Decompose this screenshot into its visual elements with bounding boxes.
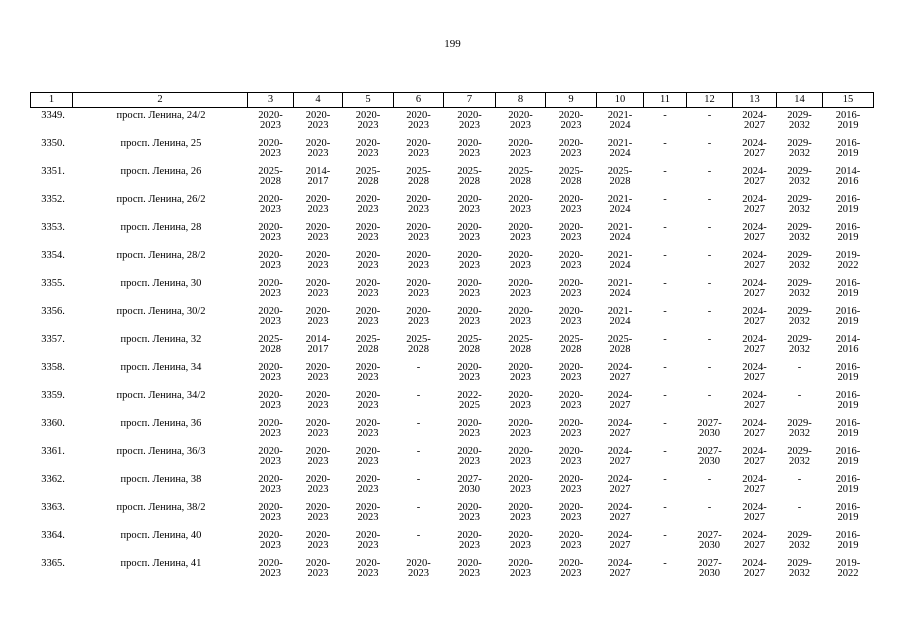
schedule-table: [30, 92, 874, 587]
period-cell-col-6: 2020- 2023: [406, 250, 431, 271]
period-cell-col-7: 2020- 2023: [457, 250, 482, 271]
table-row: [31, 475, 874, 503]
period-cell-col-13: 2024- 2027: [742, 110, 767, 131]
period-cell-col-14: 2029- 2032: [787, 446, 812, 467]
period-cell-col-6: -: [416, 446, 421, 457]
period-cell-col-8: 2020- 2023: [508, 474, 533, 495]
period-cell-col-15: 2016- 2019: [835, 222, 861, 243]
period-cell-col-12: -: [707, 250, 712, 261]
period-cell-col-6: -: [416, 530, 421, 541]
period-cell-col-13: 2024- 2027: [742, 278, 767, 299]
period-cell-col-15: 2019- 2022: [835, 558, 861, 579]
period-cell-col-6: 2020- 2023: [406, 194, 431, 215]
period-cell-col-14: 2029- 2032: [787, 110, 812, 131]
period-cell-col-14: -: [797, 474, 802, 485]
table-row: [31, 195, 874, 223]
period-cell-col-6: 2020- 2023: [406, 278, 431, 299]
period-cell-col-9: 2020- 2023: [558, 110, 584, 131]
period-cell-col-8: 2020- 2023: [508, 250, 533, 271]
period-cell-col-10: 2021- 2024: [607, 194, 633, 215]
period-cell-col-4: 2020- 2023: [305, 474, 331, 495]
row-number: 3357.: [41, 334, 65, 345]
column-header-7: 7: [444, 93, 496, 108]
period-cell-col-5: 2025- 2028: [355, 166, 381, 187]
period-cell-col-7: 2020- 2023: [457, 558, 482, 579]
table-row: [31, 503, 874, 531]
period-cell-col-8: 2020- 2023: [508, 446, 533, 467]
address-cell: просп. Ленина, 24/2: [116, 110, 206, 121]
period-cell-col-5: 2020- 2023: [355, 530, 381, 551]
period-cell-col-12: -: [707, 362, 712, 373]
period-cell-col-7: 2020- 2023: [457, 530, 482, 551]
period-cell-col-10: 2024- 2027: [607, 558, 633, 579]
period-cell-col-12: -: [707, 194, 712, 205]
period-cell-col-11: -: [663, 474, 667, 485]
period-cell-col-10: 2021- 2024: [607, 110, 633, 131]
period-cell-col-9: 2020- 2023: [558, 278, 584, 299]
period-cell-col-3: 2020- 2023: [258, 474, 283, 495]
row-number: 3353.: [41, 222, 65, 233]
address-cell: просп. Ленина, 36: [120, 418, 202, 429]
column-header-11: 11: [644, 93, 687, 108]
period-cell-col-3: 2020- 2023: [258, 222, 283, 243]
column-header-9: 9: [546, 93, 597, 108]
period-cell-col-7: 2022- 2025: [457, 390, 482, 411]
period-cell-col-8: 2020- 2023: [508, 222, 533, 243]
period-cell-col-13: 2024- 2027: [742, 138, 767, 159]
period-cell-col-4: 2020- 2023: [305, 250, 331, 271]
table-row: [31, 279, 874, 307]
period-cell-col-14: 2029- 2032: [787, 222, 812, 243]
period-cell-col-5: 2025- 2028: [355, 334, 381, 355]
period-cell-col-12: -: [707, 110, 712, 121]
period-cell-col-7: 2020- 2023: [457, 502, 482, 523]
address-cell: просп. Ленина, 28: [120, 222, 202, 233]
period-cell-col-14: 2029- 2032: [787, 306, 812, 327]
period-cell-col-6: -: [416, 474, 421, 485]
period-cell-col-10: 2024- 2027: [607, 418, 633, 439]
period-cell-col-12: 2027- 2030: [697, 418, 722, 439]
period-cell-col-14: -: [797, 390, 802, 401]
period-cell-col-11: -: [663, 194, 667, 205]
row-number: 3359.: [41, 390, 65, 401]
row-number: 3360.: [41, 418, 65, 429]
period-cell-col-4: 2020- 2023: [305, 110, 331, 131]
period-cell-col-4: 2020- 2023: [305, 362, 331, 383]
row-number: 3356.: [41, 306, 65, 317]
period-cell-col-15: 2016- 2019: [835, 110, 861, 131]
row-number: 3354.: [41, 250, 65, 261]
period-cell-col-11: -: [663, 166, 667, 177]
column-header-5: 5: [343, 93, 394, 108]
period-cell-col-14: 2029- 2032: [787, 138, 812, 159]
page-number: 199: [444, 38, 461, 50]
period-cell-col-11: -: [663, 138, 667, 149]
period-cell-col-10: 2024- 2027: [607, 502, 633, 523]
period-cell-col-5: 2020- 2023: [355, 390, 381, 411]
period-cell-col-8: 2020- 2023: [508, 530, 533, 551]
period-cell-col-6: 2020- 2023: [406, 138, 431, 159]
period-cell-col-6: 2025- 2028: [406, 166, 431, 187]
period-cell-col-7: 2020- 2023: [457, 306, 482, 327]
address-cell: просп. Ленина, 38: [120, 474, 202, 485]
period-cell-col-8: 2025- 2028: [508, 334, 533, 355]
period-cell-col-8: 2020- 2023: [508, 306, 533, 327]
period-cell-col-15: 2016- 2019: [835, 446, 861, 467]
period-cell-col-6: 2025- 2028: [406, 334, 431, 355]
period-cell-col-4: 2020- 2023: [305, 446, 331, 467]
row-number: 3361.: [41, 446, 65, 457]
period-cell-col-11: -: [663, 446, 667, 457]
period-cell-col-3: 2020- 2023: [258, 138, 283, 159]
column-header-12: 12: [687, 93, 733, 108]
address-cell: просп. Ленина, 36/3: [116, 446, 206, 457]
period-cell-col-6: -: [416, 362, 421, 373]
period-cell-col-8: 2020- 2023: [508, 558, 533, 579]
period-cell-col-15: 2016- 2019: [835, 474, 861, 495]
period-cell-col-14: 2029- 2032: [787, 194, 812, 215]
period-cell-col-4: 2020- 2023: [305, 418, 331, 439]
period-cell-col-11: -: [663, 222, 667, 233]
period-cell-col-8: 2020- 2023: [508, 390, 533, 411]
period-cell-col-9: 2020- 2023: [558, 446, 584, 467]
table-row: [31, 139, 874, 167]
period-cell-col-11: -: [663, 502, 667, 513]
period-cell-col-14: 2029- 2032: [787, 334, 812, 355]
address-cell: просп. Ленина, 34/2: [116, 390, 206, 401]
period-cell-col-15: 2016- 2019: [835, 390, 861, 411]
period-cell-col-9: 2020- 2023: [558, 474, 584, 495]
period-cell-col-4: 2020- 2023: [305, 278, 331, 299]
table-row: [31, 167, 874, 195]
period-cell-col-12: -: [707, 390, 712, 401]
address-cell: просп. Ленина, 28/2: [116, 250, 206, 261]
period-cell-col-6: 2020- 2023: [406, 306, 431, 327]
table-row: [31, 108, 874, 140]
period-cell-col-9: 2020- 2023: [558, 306, 584, 327]
column-header-15: 15: [823, 93, 874, 108]
period-cell-col-12: -: [707, 222, 712, 233]
period-cell-col-7: 2020- 2023: [457, 362, 482, 383]
period-cell-col-10: 2024- 2027: [607, 530, 633, 551]
period-cell-col-9: 2025- 2028: [558, 334, 584, 355]
row-number: 3351.: [41, 166, 65, 177]
period-cell-col-12: -: [707, 278, 712, 289]
column-header-14: 14: [777, 93, 823, 108]
period-cell-col-8: 2020- 2023: [508, 110, 533, 131]
period-cell-col-3: 2020- 2023: [258, 278, 283, 299]
period-cell-col-3: 2020- 2023: [258, 110, 283, 131]
period-cell-col-8: 2020- 2023: [508, 138, 533, 159]
period-cell-col-15: 2016- 2019: [835, 530, 861, 551]
period-cell-col-10: 2021- 2024: [607, 222, 633, 243]
row-number: 3358.: [41, 362, 65, 373]
period-cell-col-6: -: [416, 390, 421, 401]
period-cell-col-13: 2024- 2027: [742, 334, 767, 355]
period-cell-col-10: 2025- 2028: [607, 166, 633, 187]
address-cell: просп. Ленина, 26/2: [116, 194, 206, 205]
period-cell-col-3: 2020- 2023: [258, 306, 283, 327]
period-cell-col-13: 2024- 2027: [742, 502, 767, 523]
period-cell-col-9: 2020- 2023: [558, 558, 584, 579]
row-number: 3355.: [41, 278, 65, 289]
period-cell-col-5: 2020- 2023: [355, 222, 381, 243]
period-cell-col-12: -: [707, 306, 712, 317]
period-cell-col-13: 2024- 2027: [742, 222, 767, 243]
period-cell-col-4: 2020- 2023: [305, 138, 331, 159]
period-cell-col-4: 2014- 2017: [305, 334, 331, 355]
period-cell-col-7: 2020- 2023: [457, 110, 482, 131]
address-cell: просп. Ленина, 41: [120, 558, 202, 569]
period-cell-col-5: 2020- 2023: [355, 418, 381, 439]
period-cell-col-5: 2020- 2023: [355, 194, 381, 215]
period-cell-col-11: -: [663, 110, 667, 121]
address-cell: просп. Ленина, 32: [120, 334, 202, 345]
period-cell-col-7: 2020- 2023: [457, 194, 482, 215]
period-cell-col-7: 2020- 2023: [457, 278, 482, 299]
period-cell-col-14: 2029- 2032: [787, 558, 812, 579]
period-cell-col-3: 2020- 2023: [258, 418, 283, 439]
period-cell-col-8: 2020- 2023: [508, 418, 533, 439]
period-cell-col-10: 2024- 2027: [607, 474, 633, 495]
column-header-1: 1: [31, 93, 73, 108]
table-row: [31, 419, 874, 447]
column-header-13: 13: [733, 93, 777, 108]
period-cell-col-3: 2020- 2023: [258, 250, 283, 271]
period-cell-col-13: 2024- 2027: [742, 474, 767, 495]
period-cell-col-9: 2020- 2023: [558, 250, 584, 271]
period-cell-col-4: 2020- 2023: [305, 558, 331, 579]
period-cell-col-5: 2020- 2023: [355, 250, 381, 271]
address-cell: просп. Ленина, 38/2: [116, 502, 206, 513]
period-cell-col-7: 2020- 2023: [457, 138, 482, 159]
period-cell-col-15: 2014- 2016: [835, 166, 861, 187]
period-cell-col-11: -: [663, 250, 667, 261]
period-cell-col-5: 2020- 2023: [355, 278, 381, 299]
address-cell: просп. Ленина, 26: [120, 166, 202, 177]
period-cell-col-3: 2020- 2023: [258, 502, 283, 523]
column-header-6: 6: [394, 93, 444, 108]
column-header-10: 10: [597, 93, 644, 108]
table-row: [31, 391, 874, 419]
address-cell: просп. Ленина, 30: [120, 278, 202, 289]
table-row: [31, 447, 874, 475]
table-row: [31, 531, 874, 559]
period-cell-col-15: 2014- 2016: [835, 334, 861, 355]
period-cell-col-10: 2024- 2027: [607, 390, 633, 411]
row-number: 3362.: [41, 474, 65, 485]
period-cell-col-7: 2027- 2030: [457, 474, 482, 495]
period-cell-col-3: 2020- 2023: [258, 194, 283, 215]
period-cell-col-9: 2025- 2028: [558, 166, 584, 187]
period-cell-col-12: -: [707, 474, 712, 485]
period-cell-col-11: -: [663, 278, 667, 289]
row-number: 3352.: [41, 194, 65, 205]
address-cell: просп. Ленина, 40: [120, 530, 202, 541]
period-cell-col-14: 2029- 2032: [787, 166, 812, 187]
table-row: [31, 251, 874, 279]
period-cell-col-3: 2025- 2028: [258, 334, 283, 355]
period-cell-col-9: 2020- 2023: [558, 418, 584, 439]
period-cell-col-11: -: [663, 334, 667, 345]
period-cell-col-13: 2024- 2027: [742, 166, 767, 187]
table-row: [31, 307, 874, 335]
period-cell-col-12: -: [707, 502, 712, 513]
period-cell-col-6: -: [416, 502, 421, 513]
table-row: [31, 363, 874, 391]
period-cell-col-11: -: [663, 558, 667, 569]
period-cell-col-13: 2024- 2027: [742, 418, 767, 439]
table-row: [31, 559, 874, 587]
column-header-4: 4: [294, 93, 343, 108]
period-cell-col-15: 2016- 2019: [835, 418, 861, 439]
period-cell-col-12: -: [707, 334, 712, 345]
period-cell-col-13: 2024- 2027: [742, 558, 767, 579]
period-cell-col-4: 2020- 2023: [305, 194, 331, 215]
period-cell-col-10: 2025- 2028: [607, 334, 633, 355]
period-cell-col-9: 2020- 2023: [558, 390, 584, 411]
address-cell: просп. Ленина, 34: [120, 362, 202, 373]
period-cell-col-10: 2021- 2024: [607, 278, 633, 299]
period-cell-col-4: 2020- 2023: [305, 502, 331, 523]
period-cell-col-10: 2021- 2024: [607, 250, 633, 271]
period-cell-col-9: 2020- 2023: [558, 362, 584, 383]
period-cell-col-3: 2020- 2023: [258, 446, 283, 467]
period-cell-col-11: -: [663, 390, 667, 401]
period-cell-col-14: 2029- 2032: [787, 250, 812, 271]
period-cell-col-8: 2020- 2023: [508, 502, 533, 523]
period-cell-col-15: 2016- 2019: [835, 194, 861, 215]
period-cell-col-13: 2024- 2027: [742, 362, 767, 383]
period-cell-col-4: 2020- 2023: [305, 530, 331, 551]
period-cell-col-15: 2016- 2019: [835, 278, 861, 299]
period-cell-col-4: 2020- 2023: [305, 306, 331, 327]
period-cell-col-7: 2025- 2028: [457, 166, 482, 187]
period-cell-col-7: 2020- 2023: [457, 446, 482, 467]
period-cell-col-11: -: [663, 362, 667, 373]
row-number: 3350.: [41, 138, 65, 149]
period-cell-col-10: 2021- 2024: [607, 306, 633, 327]
period-cell-col-5: 2020- 2023: [355, 474, 381, 495]
period-cell-col-12: -: [707, 166, 712, 177]
period-cell-col-3: 2020- 2023: [258, 362, 283, 383]
column-header-8: 8: [496, 93, 546, 108]
period-cell-col-8: 2020- 2023: [508, 194, 533, 215]
period-cell-col-6: 2020- 2023: [406, 110, 431, 131]
period-cell-col-3: 2025- 2028: [258, 166, 283, 187]
period-cell-col-10: 2024- 2027: [607, 362, 633, 383]
row-number: 3364.: [41, 530, 65, 541]
period-cell-col-12: 2027- 2030: [697, 558, 722, 579]
period-cell-col-12: -: [707, 138, 712, 149]
period-cell-col-4: 2020- 2023: [305, 222, 331, 243]
period-cell-col-9: 2020- 2023: [558, 502, 584, 523]
period-cell-col-13: 2024- 2027: [742, 390, 767, 411]
period-cell-col-7: 2020- 2023: [457, 418, 482, 439]
period-cell-col-15: 2016- 2019: [835, 502, 861, 523]
period-cell-col-14: -: [797, 502, 802, 513]
period-cell-col-13: 2024- 2027: [742, 306, 767, 327]
header-row: [31, 93, 874, 108]
period-cell-col-9: 2020- 2023: [558, 138, 584, 159]
period-cell-col-6: 2020- 2023: [406, 558, 431, 579]
period-cell-col-5: 2020- 2023: [355, 110, 381, 131]
period-cell-col-5: 2020- 2023: [355, 138, 381, 159]
period-cell-col-5: 2020- 2023: [355, 502, 381, 523]
period-cell-col-7: 2020- 2023: [457, 222, 482, 243]
table-body: [31, 108, 874, 588]
period-cell-col-12: 2027- 2030: [697, 530, 722, 551]
address-cell: просп. Ленина, 30/2: [116, 306, 206, 317]
period-cell-col-5: 2020- 2023: [355, 558, 381, 579]
period-cell-col-10: 2021- 2024: [607, 138, 633, 159]
column-header-2: 2: [73, 93, 248, 108]
column-header-3: 3: [248, 93, 294, 108]
period-cell-col-8: 2020- 2023: [508, 278, 533, 299]
period-cell-col-9: 2020- 2023: [558, 194, 584, 215]
period-cell-col-7: 2025- 2028: [457, 334, 482, 355]
period-cell-col-15: 2019- 2022: [835, 250, 861, 271]
period-cell-col-9: 2020- 2023: [558, 530, 584, 551]
period-cell-col-13: 2024- 2027: [742, 446, 767, 467]
period-cell-col-14: 2029- 2032: [787, 530, 812, 551]
period-cell-col-3: 2020- 2023: [258, 558, 283, 579]
period-cell-col-11: -: [663, 530, 667, 541]
period-cell-col-5: 2020- 2023: [355, 446, 381, 467]
period-cell-col-4: 2020- 2023: [305, 390, 331, 411]
table-row: [31, 223, 874, 251]
period-cell-col-15: 2016- 2019: [835, 306, 861, 327]
period-cell-col-8: 2025- 2028: [508, 166, 533, 187]
period-cell-col-11: -: [663, 306, 667, 317]
period-cell-col-13: 2024- 2027: [742, 530, 767, 551]
period-cell-col-9: 2020- 2023: [558, 222, 584, 243]
row-number: 3349.: [41, 110, 65, 121]
period-cell-col-12: 2027- 2030: [697, 446, 722, 467]
address-cell: просп. Ленина, 25: [120, 138, 202, 149]
period-cell-col-15: 2016- 2019: [835, 362, 861, 383]
period-cell-col-13: 2024- 2027: [742, 194, 767, 215]
period-cell-col-8: 2020- 2023: [508, 362, 533, 383]
period-cell-col-15: 2016- 2019: [835, 138, 861, 159]
period-cell-col-10: 2024- 2027: [607, 446, 633, 467]
period-cell-col-14: 2029- 2032: [787, 278, 812, 299]
period-cell-col-3: 2020- 2023: [258, 390, 283, 411]
row-number: 3365.: [41, 558, 65, 569]
period-cell-col-6: -: [416, 418, 421, 429]
period-cell-col-5: 2020- 2023: [355, 362, 381, 383]
row-number: 3363.: [41, 502, 65, 513]
period-cell-col-13: 2024- 2027: [742, 250, 767, 271]
period-cell-col-5: 2020- 2023: [355, 306, 381, 327]
period-cell-col-4: 2014- 2017: [305, 166, 331, 187]
period-cell-col-6: 2020- 2023: [406, 222, 431, 243]
period-cell-col-14: 2029- 2032: [787, 418, 812, 439]
period-cell-col-3: 2020- 2023: [258, 530, 283, 551]
period-cell-col-11: -: [663, 418, 667, 429]
period-cell-col-14: -: [797, 362, 802, 373]
table-row: [31, 335, 874, 363]
